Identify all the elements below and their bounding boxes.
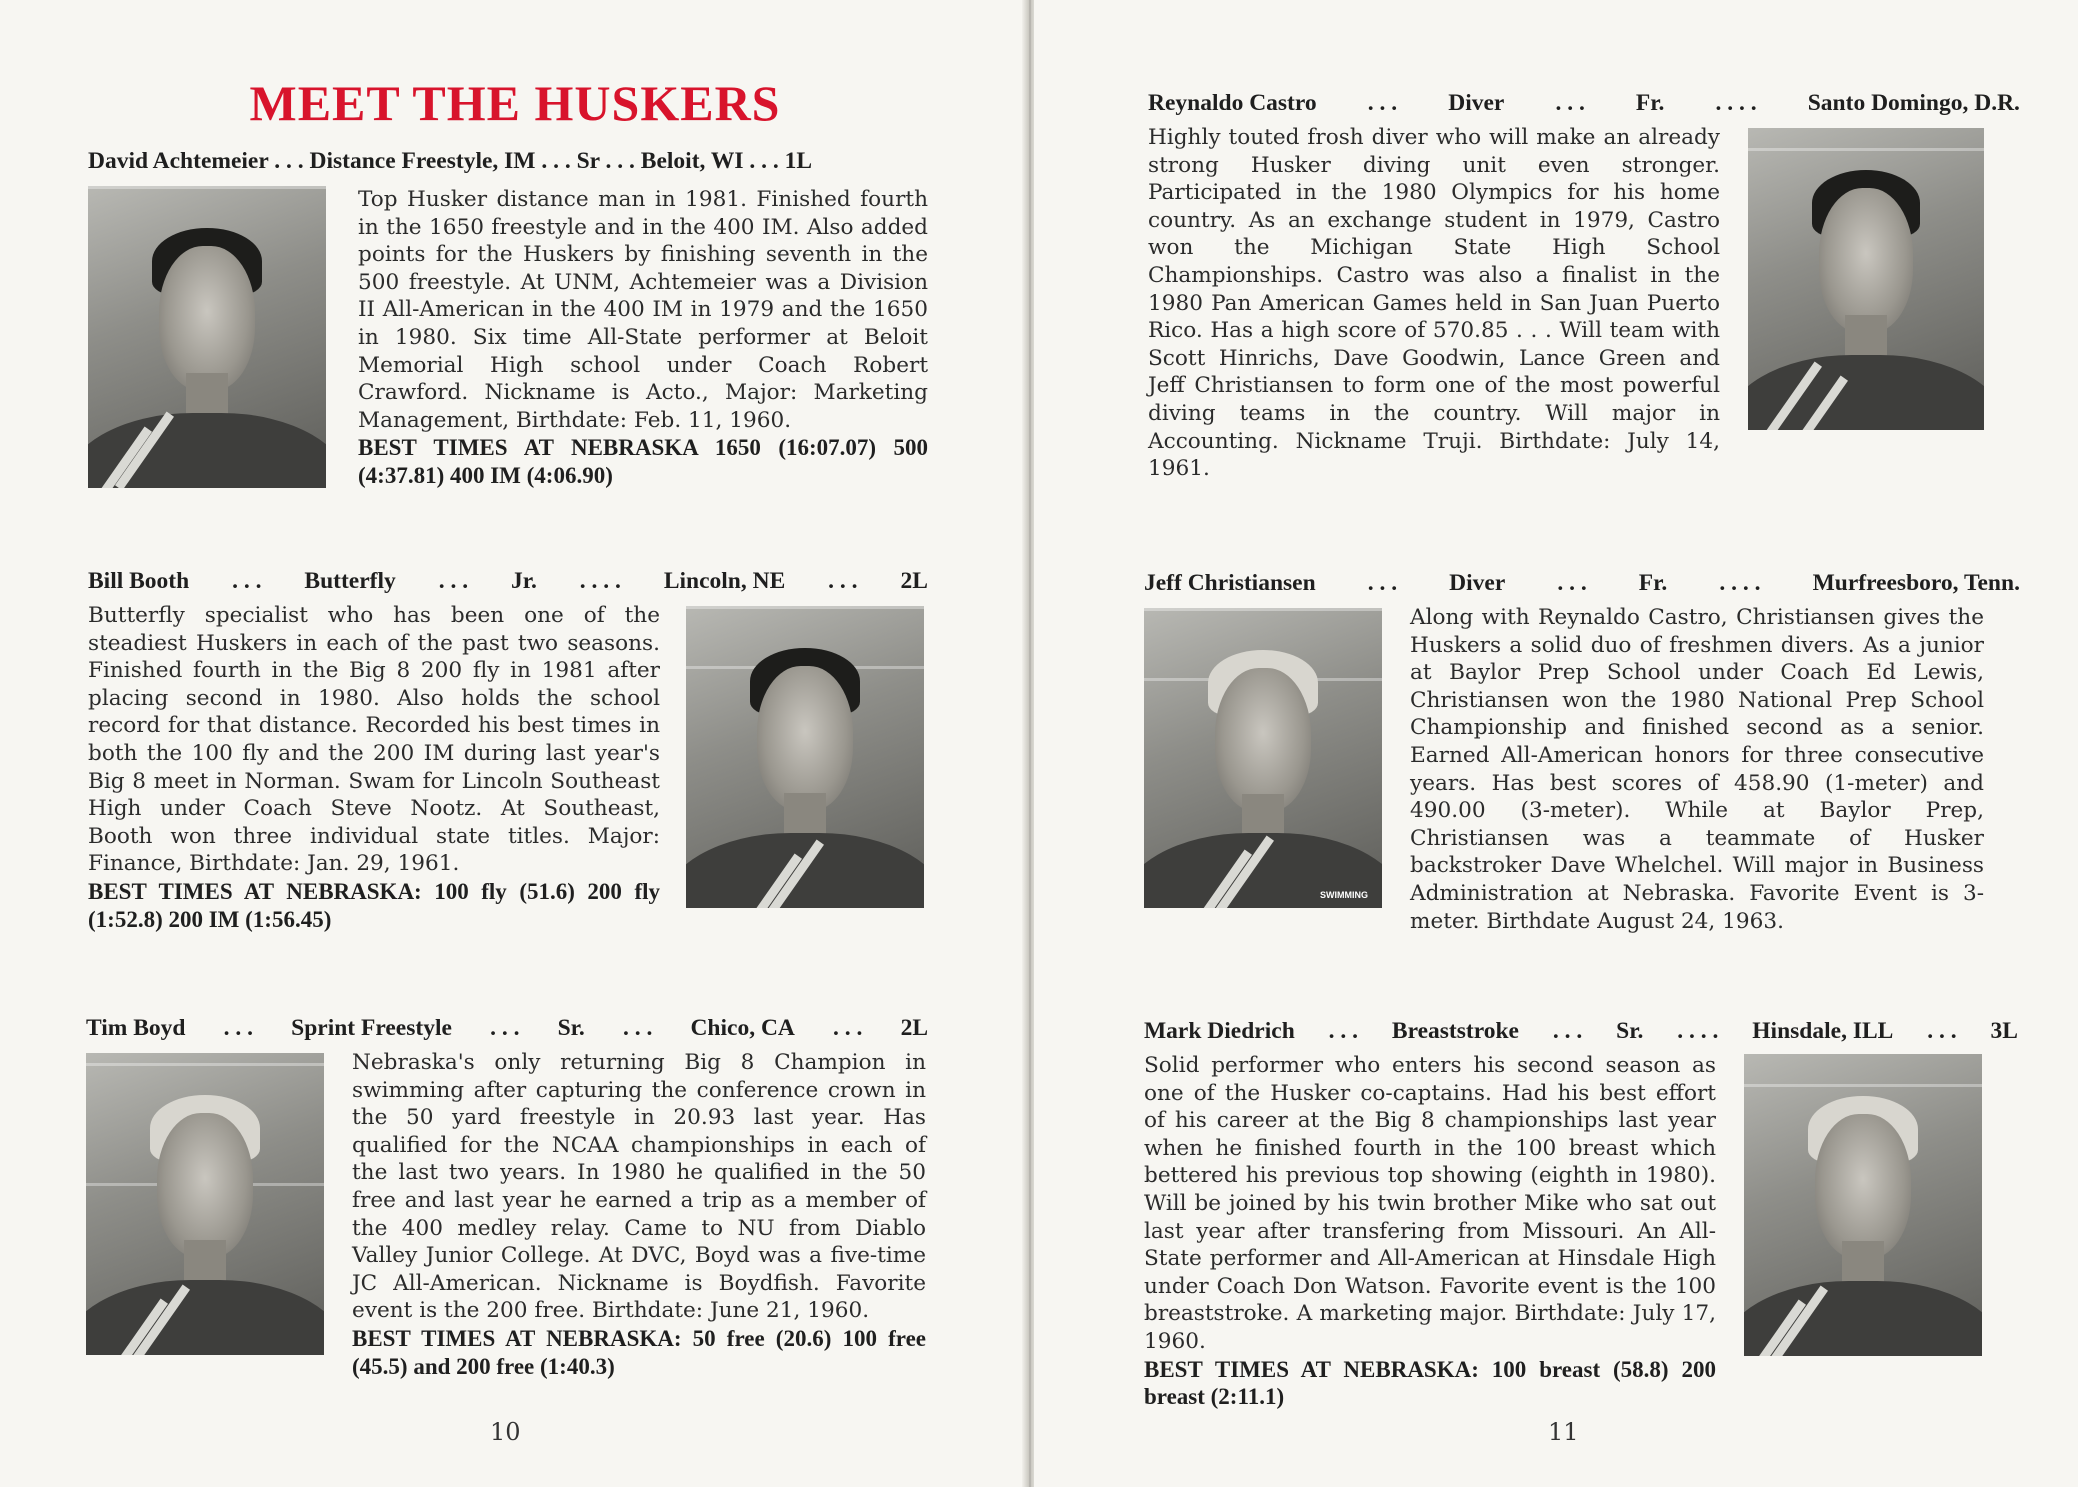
header-text: David Achtemeier . . . Distance Freestyle, IM . . . Sr . . . Beloit, WI . . . 1L [88, 148, 813, 174]
swimmer-bio: Top Husker distance man in 1981. Finished fourth in the 1650 freestyle and in the 400 IM. Also added points for the Huskers by finishing seventh in the 500 freestyle. At UNM, Achtemeier was a Division II All-American in the 400 IM in 1979 and the 1650 in 1980. Six time All-State performer at Beloit Memorial High school under Coach Robert Crawford. Nickname is Acto., Major: Marketing Management, Birthdate: Feb. 11, 1960. BEST TIMES AT NEBRASKA 1650 (16:07.07) 500 (4:37.81) 400 IM (4:06.90) [358, 187, 928, 488]
swimmer-photo [88, 186, 326, 488]
swimmer-bio: Highly touted frosh diver who will make an already strong Husker diving unit even stronger. Participated in the 1980 Olympics for his home country. As an exchange student in 1979, Castro won the Michigan State High School Championships. Castro was also a finalist in the 1980 Pan American Games held in San Juan Puerto Rico. Has a high score of 570.85 . . . Will team with Scott Hinrichs, Dave Goodwin, Lance Green and Jeff Christiansen to form one of the most powerful diving teams in the country. Will major in Accounting. Nickname Truji. Birthdate: July 14, 1961. [1148, 125, 1720, 482]
swimmer-entry-achtemeier [88, 148, 928, 528]
left-page [0, 0, 1028, 1487]
swimmer-photo [686, 606, 924, 908]
best-times: BEST TIMES AT NEBRASKA: 100 breast (58.8) 200 breast (2:11.1) [1144, 1356, 1716, 1410]
best-times: BEST TIMES AT NEBRASKA 1650 (16:07.07) 500 (4:37.81) 400 IM (4:06.90) [358, 435, 928, 488]
swimmer-entry-booth [88, 568, 928, 948]
swimmer-header [88, 148, 928, 175]
swimmer-bio: Solid performer who enters his second season as one of the Husker co-captains. Had his best effort of his career at the Big 8 championships last year when he finished fourth in the 100 breast which bettered his previous top showing (eighth in 1980). Will be joined by his twin brother Mike who sat out last year after transfering from Missouri. An All-State performer and All-American at Hinsdale High under Coach Don Watson. Favorite event is the 100 breaststroke. A marketing major. Birthdate: July 17, 1960. BEST TIMES AT NEBRASKA: 100 breast (58.8) 200 breast (2:11.1) [1144, 1053, 1716, 1410]
swimmer-header: Bill Booth . . . Butterfly . . . Jr. . . . . Lincoln, NE . . . 2L [88, 568, 928, 594]
page-title: MEET THE HUSKERS [249, 75, 781, 131]
swimmer-photo [86, 1053, 324, 1355]
swimmer-photo [1144, 608, 1382, 908]
swimmer-bio: Nebraska's only returning Big 8 Champion in swimming after capturing the conference crown in the 50 yard freestyle in 20.93 last year. Has qualified for the NCAA championships in each of the last two years. In 1980 he qualified in the 50 free and last year he earned a trip as a member of the 400 medley relay. Came to NU from Diablo Valley Junior College. At DVC, Boyd was a five-time JC All-American. Nickname is Boydfish. Favorite event is the 200 free. Birthdate: June 21, 1960. BEST TIMES AT NEBRASKA: 50 free (20.6) 100 free (45.5) and 200 free (1:40.3) [352, 1050, 926, 1379]
shirt-logo: SWIMMING [1320, 890, 1368, 900]
swimmer-entry-christiansen [1144, 570, 2020, 970]
swimmer-entry-diedrich [1144, 1018, 2018, 1418]
swimmer-header: Tim Boyd . . . Sprint Freestyle . . . Sr. . . . Chico, CA . . . 2L [86, 1015, 928, 1041]
best-times: BEST TIMES AT NEBRASKA: 100 fly (51.6) 200 fly (1:52.8) 200 IM (1:56.45) [88, 878, 660, 932]
page-number-right: 11 [1548, 1418, 1579, 1446]
swimmer-photo [1748, 128, 1984, 430]
swimmer-photo [1744, 1054, 1982, 1356]
swimmer-entry-castro [1148, 90, 2020, 510]
best-times: BEST TIMES AT NEBRASKA: 50 free (20.6) 100 free (45.5) and 200 free (1:40.3) [352, 1325, 926, 1379]
swimmer-bio: Butterfly specialist who has been one of the steadiest Huskers in each of the past two seasons. Finished fourth in the Big 8 200 fly in 1981 after placing second in 1980. Also holds the school record for that distance. Recorded his best times in both the 100 fly and the 200 IM during last year's Big 8 meet in Norman. Swam for Lincoln Southeast High under Coach Steve Nootz. At Southeast, Booth won three individual state titles. Major: Finance, Birthdate: Jan. 29, 1961. BEST TIMES AT NEBRASKA: 100 fly (51.6) 200 fly (1:52.8) 200 IM (1:56.45) [88, 603, 660, 932]
swimmer-header: Mark Diedrich . . . Breaststroke . . . Sr. . . . . Hinsdale, ILL . . . 3L [1144, 1018, 2018, 1044]
swimmer-header: Jeff Christiansen . . . Diver . . . Fr. . . . . Murfreesboro, Tenn. [1144, 570, 2020, 596]
swimmer-header: Reynaldo Castro . . . Diver . . . Fr. . . . . Santo Domingo, D.R. [1148, 90, 2020, 116]
swimmer-entry-boyd [86, 1015, 928, 1415]
page-number-left: 10 [490, 1418, 521, 1446]
swimmer-bio: Along with Reynaldo Castro, Christiansen gives the Huskers a solid duo of freshmen divers. As a junior at Baylor Prep School under Coach Ed Lewis, Christiansen won the 1980 National Prep School Championship and finished second as a senior. Earned All-American honors for three consecutive years. Has best scores of 458.90 (1-meter) and 490.00 (3-meter). While at Baylor Prep, Christiansen was a teammate of Husker backstroker Dave Whelchel. Will major in Business Administration at Nebraska. Favorite Event is 3-meter. Birthdate August 24, 1963. [1410, 605, 1984, 934]
right-page [1034, 0, 2078, 1487]
